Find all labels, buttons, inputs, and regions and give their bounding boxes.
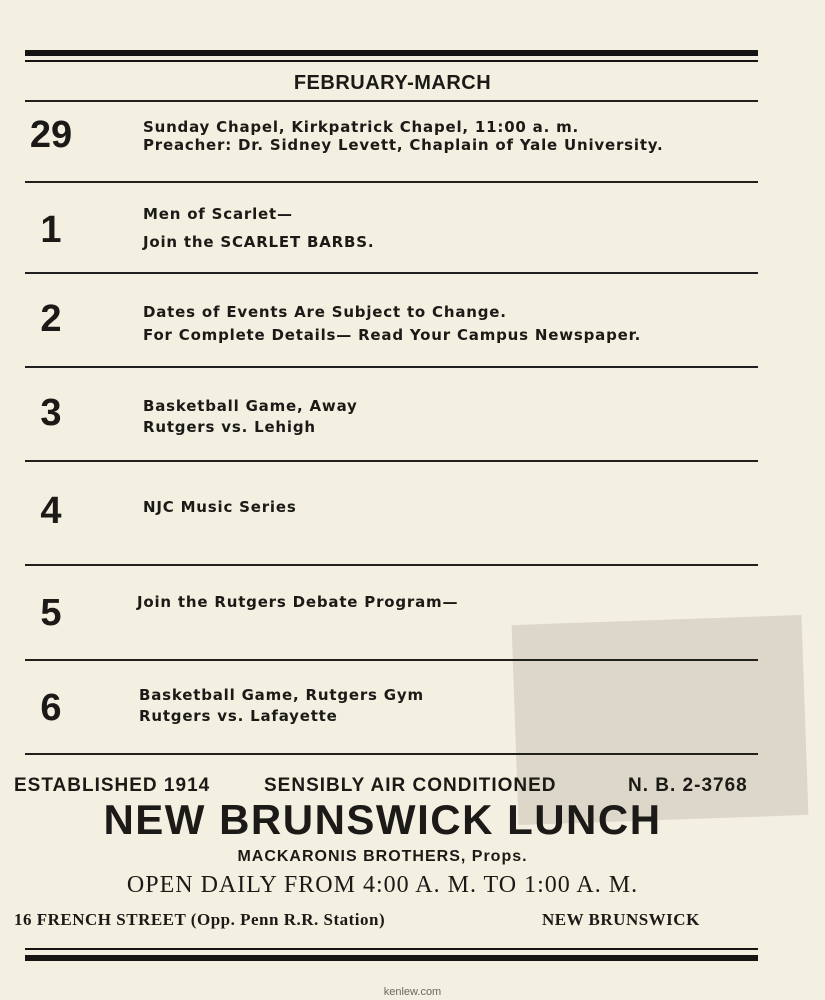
entry-line: Basketball Game, Away xyxy=(143,397,358,415)
day-number: 3 xyxy=(40,392,62,434)
entry-line: Preacher: Dr. Sidney Levett, Chaplain of Yale University. xyxy=(143,136,664,154)
calendar-entry-3 xyxy=(25,368,758,458)
site-credit: kenlew.com xyxy=(383,986,442,998)
day-number: 4 xyxy=(40,490,62,532)
top-border-rule-inner xyxy=(25,60,758,62)
calendar-entry-1 xyxy=(25,183,758,273)
top-border-rule xyxy=(25,50,758,56)
entry-line: Rutgers vs. Lehigh xyxy=(143,418,316,436)
restaurant-name: NEW BRUNSWICK LUNCH xyxy=(103,796,662,843)
entry-line: Basketball Game, Rutgers Gym xyxy=(139,686,424,704)
entry-line: Sunday Chapel, Kirkpatrick Chapel, 11:00 a. m. xyxy=(143,118,580,136)
entry-line: Men of Scarlet— xyxy=(143,205,293,223)
calendar-entry-6 xyxy=(25,661,758,753)
entry-line: Join the SCARLET BARBS. xyxy=(143,233,375,251)
day-number: 6 xyxy=(40,687,62,729)
entry-line: Dates of Events Are Subject to Change. xyxy=(143,303,507,321)
phone-number: N. B. 2-3768 xyxy=(628,775,748,796)
bottom-border-rule-inner xyxy=(25,948,758,950)
day-number: 5 xyxy=(40,592,62,634)
proprietors-line: MACKARONIS BROTHERS, Props. xyxy=(237,848,528,865)
entry-line: Rutgers vs. Lafayette xyxy=(139,707,338,725)
calendar-entry-29 xyxy=(25,100,758,182)
calendar-entry-5 xyxy=(25,566,758,660)
established-text: ESTABLISHED 1914 xyxy=(14,775,211,796)
ad-divider xyxy=(25,753,758,755)
opening-hours: OPEN DAILY FROM 4:00 A. M. TO 1:00 A. M. xyxy=(126,872,639,898)
entry-line: Join the Rutgers Debate Program— xyxy=(137,593,459,611)
street-address: 16 FRENCH STREET (Opp. Penn R.R. Station) xyxy=(14,910,386,929)
calendar-entry-4 xyxy=(25,462,758,564)
calendar-entry-2 xyxy=(25,274,758,366)
day-number: 1 xyxy=(40,209,62,251)
day-number: 29 xyxy=(29,114,73,156)
city-name: NEW BRUNSWICK xyxy=(542,910,700,929)
entry-line: For Complete Details— Read Your Campus Newspaper. xyxy=(143,326,642,344)
bottom-border-rule xyxy=(25,955,758,961)
air-conditioned-text: SENSIBLY AIR CONDITIONED xyxy=(264,775,557,796)
month-heading: FEBRUARY-MARCH xyxy=(293,72,492,94)
entry-line: NJC Music Series xyxy=(143,498,297,516)
day-number: 2 xyxy=(40,298,62,340)
